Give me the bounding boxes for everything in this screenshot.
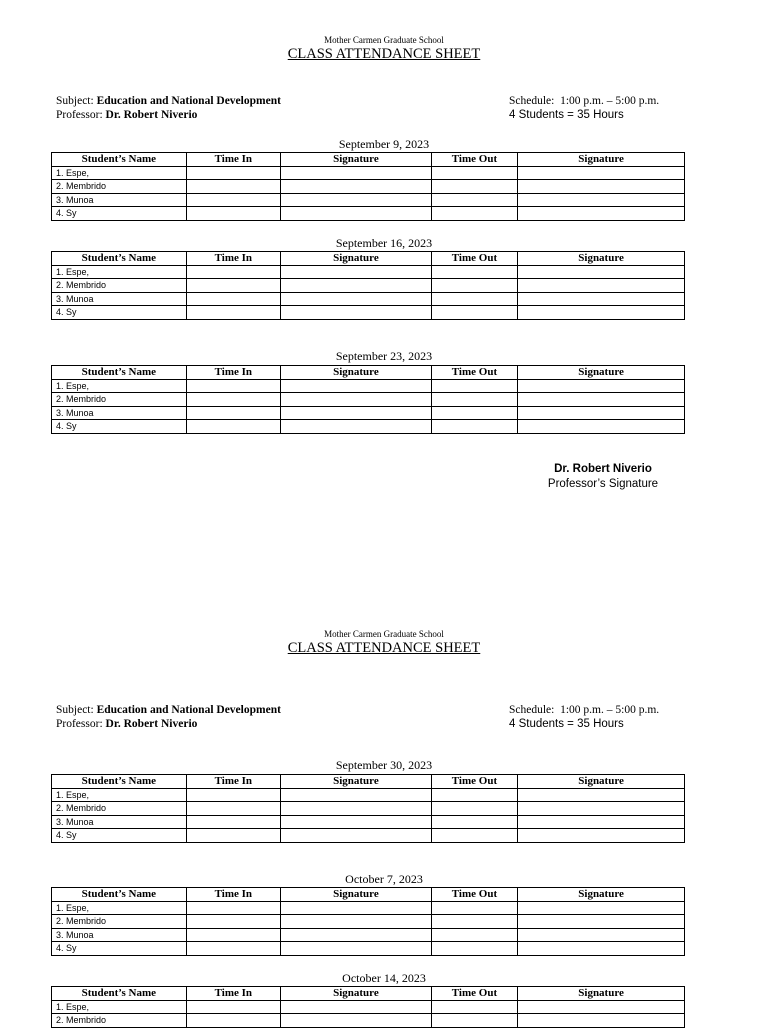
professor-value: Dr. Robert Niverio xyxy=(105,718,198,730)
column-header: Signature xyxy=(281,366,432,380)
column-header: Student’s Name xyxy=(52,888,187,902)
column-header: Signature xyxy=(518,252,685,266)
school-name: Mother Carmen Graduate School xyxy=(324,35,444,45)
time-in-cell[interactable] xyxy=(186,279,280,293)
time-out-cell[interactable] xyxy=(431,393,517,407)
student-name: 1. Espe, xyxy=(52,265,187,279)
column-header: Time Out xyxy=(431,888,517,902)
time-in-cell[interactable] xyxy=(186,1000,280,1014)
student-name: 3. Munoa xyxy=(52,292,187,306)
column-header: Signature xyxy=(281,153,432,167)
table-header-row xyxy=(52,987,685,1001)
time-in-cell[interactable] xyxy=(186,180,280,194)
time-in-cell[interactable] xyxy=(186,942,280,956)
time-out-cell[interactable] xyxy=(431,180,517,194)
signature-cell[interactable] xyxy=(281,292,432,306)
table-row xyxy=(52,292,685,306)
professor-signature-name: Dr. Robert Niverio xyxy=(554,463,652,475)
signature-cell[interactable] xyxy=(281,901,432,915)
subject-value: Education and National Development xyxy=(96,704,281,716)
signature-cell[interactable] xyxy=(518,180,685,194)
column-header: Time In xyxy=(186,153,280,167)
schedule-value: 1:00 p.m. – 5:00 p.m. xyxy=(560,704,660,716)
signature-cell[interactable] xyxy=(518,306,685,320)
professor-label: Professor: xyxy=(56,718,103,730)
table-header-row xyxy=(52,775,685,789)
attendance-date: September 9, 2023 xyxy=(338,137,430,151)
signature-cell[interactable] xyxy=(518,393,685,407)
subject-line xyxy=(56,94,281,108)
signature-cell[interactable] xyxy=(518,379,685,393)
table-row xyxy=(52,915,685,929)
table-row xyxy=(52,829,685,843)
school-name: Mother Carmen Graduate School xyxy=(324,629,444,639)
signature-cell[interactable] xyxy=(281,829,432,843)
table-header-row xyxy=(52,888,685,902)
signature-cell[interactable] xyxy=(518,901,685,915)
attendance-table xyxy=(51,774,685,843)
table-row xyxy=(52,279,685,293)
column-header: Signature xyxy=(518,987,685,1001)
column-header: Time Out xyxy=(431,366,517,380)
attendance-table xyxy=(51,887,685,956)
student-name: 1. Espe, xyxy=(52,788,187,802)
time-out-cell[interactable] xyxy=(431,379,517,393)
student-name: 4. Sy xyxy=(52,420,187,434)
column-header: Time In xyxy=(186,775,280,789)
time-in-cell[interactable] xyxy=(186,306,280,320)
signature-cell[interactable] xyxy=(281,815,432,829)
time-in-cell[interactable] xyxy=(186,406,280,420)
time-out-cell[interactable] xyxy=(431,193,517,207)
student-name: 2. Membrido xyxy=(52,393,187,407)
subject-value: Education and National Development xyxy=(96,95,281,107)
time-out-cell[interactable] xyxy=(431,420,517,434)
student-name: 2. Membrido xyxy=(52,1014,187,1028)
column-header: Time In xyxy=(186,252,280,266)
column-header: Student’s Name xyxy=(52,987,187,1001)
table-row xyxy=(52,420,685,434)
table-row xyxy=(52,265,685,279)
time-in-cell[interactable] xyxy=(186,1014,280,1028)
student-name: 4. Sy xyxy=(52,942,187,956)
subject-line xyxy=(56,703,281,717)
professor-line xyxy=(56,717,197,731)
column-header: Time Out xyxy=(431,987,517,1001)
student-name: 4. Sy xyxy=(52,829,187,843)
student-name: 3. Munoa xyxy=(52,928,187,942)
time-in-cell[interactable] xyxy=(186,901,280,915)
signature-cell[interactable] xyxy=(281,928,432,942)
signature-cell[interactable] xyxy=(518,292,685,306)
attendance-date: October 7, 2023 xyxy=(345,872,423,886)
time-in-cell[interactable] xyxy=(186,379,280,393)
signature-cell[interactable] xyxy=(281,406,432,420)
signature-cell[interactable] xyxy=(281,379,432,393)
time-in-cell[interactable] xyxy=(186,928,280,942)
signature-cell[interactable] xyxy=(518,942,685,956)
signature-cell[interactable] xyxy=(518,1014,685,1028)
time-in-cell[interactable] xyxy=(186,788,280,802)
student-name: 3. Munoa xyxy=(52,193,187,207)
signature-cell[interactable] xyxy=(518,420,685,434)
table-row xyxy=(52,207,685,221)
time-in-cell[interactable] xyxy=(186,393,280,407)
professor-label: Professor: xyxy=(56,109,103,121)
table-header-row xyxy=(52,366,685,380)
attendance-table xyxy=(51,365,685,434)
time-out-cell[interactable] xyxy=(431,901,517,915)
student-name: 4. Sy xyxy=(52,207,187,221)
table-row xyxy=(52,928,685,942)
time-in-cell[interactable] xyxy=(186,207,280,221)
hours-line: 4 Students = 35 Hours xyxy=(509,718,624,730)
column-header: Time In xyxy=(186,987,280,1001)
student-name: 1. Espe, xyxy=(52,166,187,180)
schedule-line xyxy=(509,703,659,717)
schedule-value: 1:00 p.m. – 5:00 p.m. xyxy=(560,95,660,107)
table-header-row xyxy=(52,153,685,167)
signature-cell[interactable] xyxy=(281,942,432,956)
student-name: 2. Membrido xyxy=(52,279,187,293)
student-name: 1. Espe, xyxy=(52,1000,187,1014)
signature-cell[interactable] xyxy=(281,393,432,407)
table-row xyxy=(52,1014,685,1028)
time-out-cell[interactable] xyxy=(431,915,517,929)
table-row xyxy=(52,393,685,407)
time-in-cell[interactable] xyxy=(186,915,280,929)
attendance-date: October 14, 2023 xyxy=(342,971,426,985)
signature-cell[interactable] xyxy=(281,1014,432,1028)
time-out-cell[interactable] xyxy=(431,306,517,320)
signature-cell[interactable] xyxy=(281,1000,432,1014)
column-header: Time In xyxy=(186,366,280,380)
schedule-line xyxy=(509,94,659,108)
time-out-cell[interactable] xyxy=(431,207,517,221)
sheet-title: CLASS ATTENDANCE SHEET xyxy=(287,46,481,62)
time-in-cell[interactable] xyxy=(186,815,280,829)
signature-cell[interactable] xyxy=(518,193,685,207)
signature-cell[interactable] xyxy=(281,279,432,293)
signature-cell[interactable] xyxy=(281,420,432,434)
signature-cell[interactable] xyxy=(518,166,685,180)
table-row xyxy=(52,180,685,194)
column-header: Signature xyxy=(518,775,685,789)
attendance-date: September 30, 2023 xyxy=(335,758,433,772)
time-out-cell[interactable] xyxy=(431,1014,517,1028)
column-header: Student’s Name xyxy=(52,366,187,380)
signature-cell[interactable] xyxy=(281,180,432,194)
subject-label: Subject: xyxy=(56,95,94,107)
table-row xyxy=(52,802,685,816)
table-row xyxy=(52,406,685,420)
time-in-cell[interactable] xyxy=(186,193,280,207)
student-name: 1. Espe, xyxy=(52,379,187,393)
signature-cell[interactable] xyxy=(518,802,685,816)
sheet-title: CLASS ATTENDANCE SHEET xyxy=(287,640,481,656)
time-out-cell[interactable] xyxy=(431,942,517,956)
time-out-cell[interactable] xyxy=(431,1000,517,1014)
signature-cell[interactable] xyxy=(281,193,432,207)
table-header-row xyxy=(52,252,685,266)
time-out-cell[interactable] xyxy=(431,292,517,306)
time-in-cell[interactable] xyxy=(186,166,280,180)
signature-cell[interactable] xyxy=(281,306,432,320)
column-header: Signature xyxy=(518,366,685,380)
student-name: 4. Sy xyxy=(52,306,187,320)
schedule-label: Schedule: xyxy=(509,95,555,107)
attendance-date: September 23, 2023 xyxy=(335,349,433,363)
signature-cell[interactable] xyxy=(518,207,685,221)
student-name: 3. Munoa xyxy=(52,406,187,420)
attendance-table xyxy=(51,251,685,320)
signature-cell[interactable] xyxy=(518,279,685,293)
time-out-cell[interactable] xyxy=(431,265,517,279)
signature-cell[interactable] xyxy=(518,928,685,942)
column-header: Time Out xyxy=(431,252,517,266)
time-out-cell[interactable] xyxy=(431,802,517,816)
signature-cell[interactable] xyxy=(518,915,685,929)
time-out-cell[interactable] xyxy=(431,815,517,829)
student-name: 1. Espe, xyxy=(52,901,187,915)
column-header: Signature xyxy=(281,252,432,266)
column-header: Time In xyxy=(186,888,280,902)
column-header: Time Out xyxy=(431,153,517,167)
table-row xyxy=(52,379,685,393)
professor-signature-caption: Professor’s Signature xyxy=(547,478,659,490)
time-out-cell[interactable] xyxy=(431,928,517,942)
professor-signature-block xyxy=(538,462,668,492)
table-row xyxy=(52,942,685,956)
table-row xyxy=(52,166,685,180)
signature-cell[interactable] xyxy=(281,265,432,279)
time-in-cell[interactable] xyxy=(186,420,280,434)
time-out-cell[interactable] xyxy=(431,166,517,180)
attendance-table xyxy=(51,986,685,1028)
hours-line: 4 Students = 35 Hours xyxy=(509,109,624,121)
table-row xyxy=(52,815,685,829)
table-row xyxy=(52,901,685,915)
time-out-cell[interactable] xyxy=(431,279,517,293)
table-row xyxy=(52,193,685,207)
time-in-cell[interactable] xyxy=(186,265,280,279)
attendance-date: September 16, 2023 xyxy=(335,236,433,250)
schedule-label: Schedule: xyxy=(509,704,555,716)
signature-cell[interactable] xyxy=(518,406,685,420)
signature-cell[interactable] xyxy=(281,788,432,802)
signature-cell[interactable] xyxy=(281,166,432,180)
student-name: 2. Membrido xyxy=(52,180,187,194)
subject-label: Subject: xyxy=(56,704,94,716)
time-out-cell[interactable] xyxy=(431,406,517,420)
time-in-cell[interactable] xyxy=(186,802,280,816)
time-in-cell[interactable] xyxy=(186,829,280,843)
column-header: Student’s Name xyxy=(52,775,187,789)
column-header: Signature xyxy=(281,987,432,1001)
time-out-cell[interactable] xyxy=(431,829,517,843)
signature-cell[interactable] xyxy=(281,802,432,816)
professor-value: Dr. Robert Niverio xyxy=(105,109,198,121)
column-header: Signature xyxy=(281,888,432,902)
table-row xyxy=(52,306,685,320)
table-row xyxy=(52,1000,685,1014)
student-name: 2. Membrido xyxy=(52,915,187,929)
time-out-cell[interactable] xyxy=(431,788,517,802)
student-name: 2. Membrido xyxy=(52,802,187,816)
attendance-table xyxy=(51,152,685,221)
student-name: 3. Munoa xyxy=(52,815,187,829)
signature-cell[interactable] xyxy=(518,829,685,843)
signature-cell[interactable] xyxy=(281,915,432,929)
professor-line xyxy=(56,108,197,122)
column-header: Signature xyxy=(281,775,432,789)
column-header: Signature xyxy=(518,888,685,902)
time-in-cell[interactable] xyxy=(186,292,280,306)
signature-cell[interactable] xyxy=(281,207,432,221)
signature-cell[interactable] xyxy=(518,788,685,802)
column-header: Time Out xyxy=(431,775,517,789)
signature-cell[interactable] xyxy=(518,265,685,279)
signature-cell[interactable] xyxy=(518,815,685,829)
column-header: Student’s Name xyxy=(52,252,187,266)
signature-cell[interactable] xyxy=(518,1000,685,1014)
column-header: Signature xyxy=(518,153,685,167)
table-row xyxy=(52,788,685,802)
column-header: Student’s Name xyxy=(52,153,187,167)
